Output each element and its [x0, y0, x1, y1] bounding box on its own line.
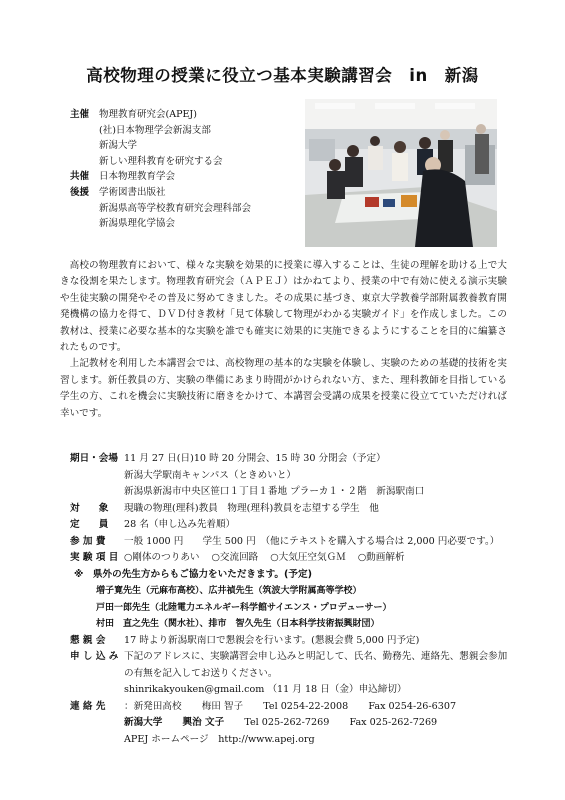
- contact-fax: Fax 0254-26-6307: [368, 700, 457, 712]
- target-label: 対 象: [70, 502, 109, 514]
- contact-name: 興治 文子: [182, 717, 225, 728]
- details-party-row: [70, 633, 510, 650]
- experiment-item: ○動画解析: [357, 552, 405, 563]
- capacity-label: 定 員: [70, 519, 109, 530]
- cooperation-note-head: ※ 県外の先生方からもご協力をいただきます。(予定): [74, 568, 312, 580]
- page-title: 高校物理の授業に役立つ基本実験講習会 in 新潟: [86, 66, 479, 85]
- organizer-host-3: 新潟大学: [99, 140, 138, 152]
- contact-line-1: [124, 699, 510, 716]
- organizer-host-2: (社)日本物理学会新潟支部: [99, 124, 211, 136]
- date-line-2: 新潟大学駅南キャンパス（ときめいと）: [124, 469, 297, 481]
- teacher-line: 村田 直之先生（関水社）、排市 智久先生（日本科学技術振興財団）: [96, 619, 380, 629]
- homepage-link[interactable]: APEJ ホームページ http://www.apej.org: [124, 733, 315, 745]
- contact-org: ：新発田高校: [124, 700, 182, 712]
- experiment-item: ○剛体のつりあい: [124, 552, 200, 563]
- contact-name: 梅田 智子: [201, 700, 244, 712]
- teacher-line: 増子寛先生（元麻布高校）、広井禎先生（筑波大学附属高等学校）: [96, 586, 362, 596]
- details-date-row: [70, 451, 510, 501]
- date-line-1: 11 月 27 日(日)10 時 20 分開会、15 時 30 分閉会（予定）: [124, 453, 386, 464]
- organizers-block: [70, 107, 295, 232]
- fee-value: 一般 1000 円 学生 500 円 （他にテキストを購入する場合は 2,000 円必要です。）: [124, 535, 500, 547]
- contact-fax: Fax 025-262-7269: [349, 717, 438, 728]
- intro-text: [60, 258, 507, 422]
- date-line-3: 新潟県新潟市中央区笹口１丁目１番地 プラーカ１・２階 新潟駅南口: [124, 486, 425, 497]
- details-capacity-row: [70, 517, 510, 534]
- organizer-cohost-label: 共催: [70, 171, 90, 183]
- contact-org: 新潟大学: [124, 717, 163, 728]
- fee-label: 参 加 費: [70, 535, 106, 547]
- intro-paragraph-1: 高校の物理教育において、様々な実験を効果的に授業に導入することは、生徒の理解を助ける上で大きな役割を果たします。物理教育研究会（ＡＰＥＪ）はかねてより、授業の中で有効に使える演示実験や生徒実験の開発やその普及に努めてきました。その成果に基づき、東京大学教養学部附属教養教育開発機構の協力を得て、ＤＶＤ付き教材「見て体験して物理がわかる実験ガイド」を作成しました。この教材は、授業に必要な基本的な実験を誰でも確実に効果的に実施できるようにすることを目的に編纂されたものです。: [60, 260, 507, 354]
- experiment-item: ○大気圧空気ＧＭ: [270, 552, 346, 563]
- party-value: 17 時より新潟駅南口で懇親会を行います。(懇親会費 5,000 円予定): [124, 634, 420, 646]
- organizer-host-row: [70, 107, 295, 169]
- organizer-support-label: 後援: [70, 186, 90, 198]
- organizer-cohost-1: 日本物理教育学会: [99, 171, 176, 183]
- target-value: 現職の物理(理科)教員 物理(理科)教員を志望する学生 他: [124, 502, 379, 514]
- contact-tel: Tel 0254-22-2008: [263, 700, 349, 712]
- party-label: 懇 親 会: [70, 634, 106, 646]
- details-apply-row: [70, 649, 510, 699]
- contact-line-2: [124, 715, 510, 732]
- apply-instructions: 下記のアドレスに、実験講習会申し込みと明記して、氏名、勤務先、連絡先、懇親会参加の有無を記入してお送りください。: [124, 651, 508, 679]
- items-label: 実 験 項 目: [70, 552, 119, 563]
- organizer-support-3: 新潟県理化学協会: [99, 218, 176, 230]
- date-label: 期日・会場: [70, 453, 118, 464]
- organizer-support-1: 学術図書出版社: [99, 186, 166, 198]
- workshop-photo: [305, 99, 497, 247]
- apply-label: 申 し 込 み: [70, 651, 119, 662]
- intro-paragraph-2: 上記教材を利用した本講習会では、高校物理の基本的な実験を体験し、実験のための基礎的技術を実習します。新任教員の方、実験の準備にあまり時間がかけられない方、また、理科教師を目指している学生の方、これを機会に実験技術に磨きをかけて、本講習会受講の成果を授業に役立てていただければ幸いです。: [60, 358, 507, 419]
- details-contact-row: [70, 699, 510, 749]
- contact-label: 連 絡 先: [70, 700, 106, 712]
- organizer-host-1: 物理教育研究会(APEJ): [99, 109, 197, 120]
- capacity-value: 28 名（申し込み先着順）: [124, 519, 236, 530]
- organizer-support-2: 新潟県高等学校教育研究会理科部会: [99, 202, 252, 214]
- details-target-row: [70, 501, 510, 518]
- organizer-host-4: 新しい理科教育を研究する会: [99, 155, 223, 167]
- organizer-host-label: 主催: [70, 109, 90, 120]
- experiment-item: ○交流回路: [211, 552, 259, 563]
- contact-tel: Tel 025-262-7269: [244, 717, 330, 728]
- details-fee-row: [70, 534, 510, 551]
- details-items-row: [70, 550, 510, 567]
- apply-email-link[interactable]: shinrikakyouken@gmail.com: [124, 684, 265, 695]
- workshop-photo-image: [305, 99, 497, 247]
- organizer-cohost-row: [70, 169, 295, 185]
- organizer-support-row: [70, 185, 295, 232]
- apply-deadline: （11 月 18 日（金）申込締切）: [267, 684, 407, 695]
- teacher-line: 戸田一郎先生（北陸電力エネルギー科学館サイエンス・プロデューサー）: [96, 602, 392, 613]
- cooperation-note: [70, 567, 510, 633]
- details-block: [70, 451, 510, 748]
